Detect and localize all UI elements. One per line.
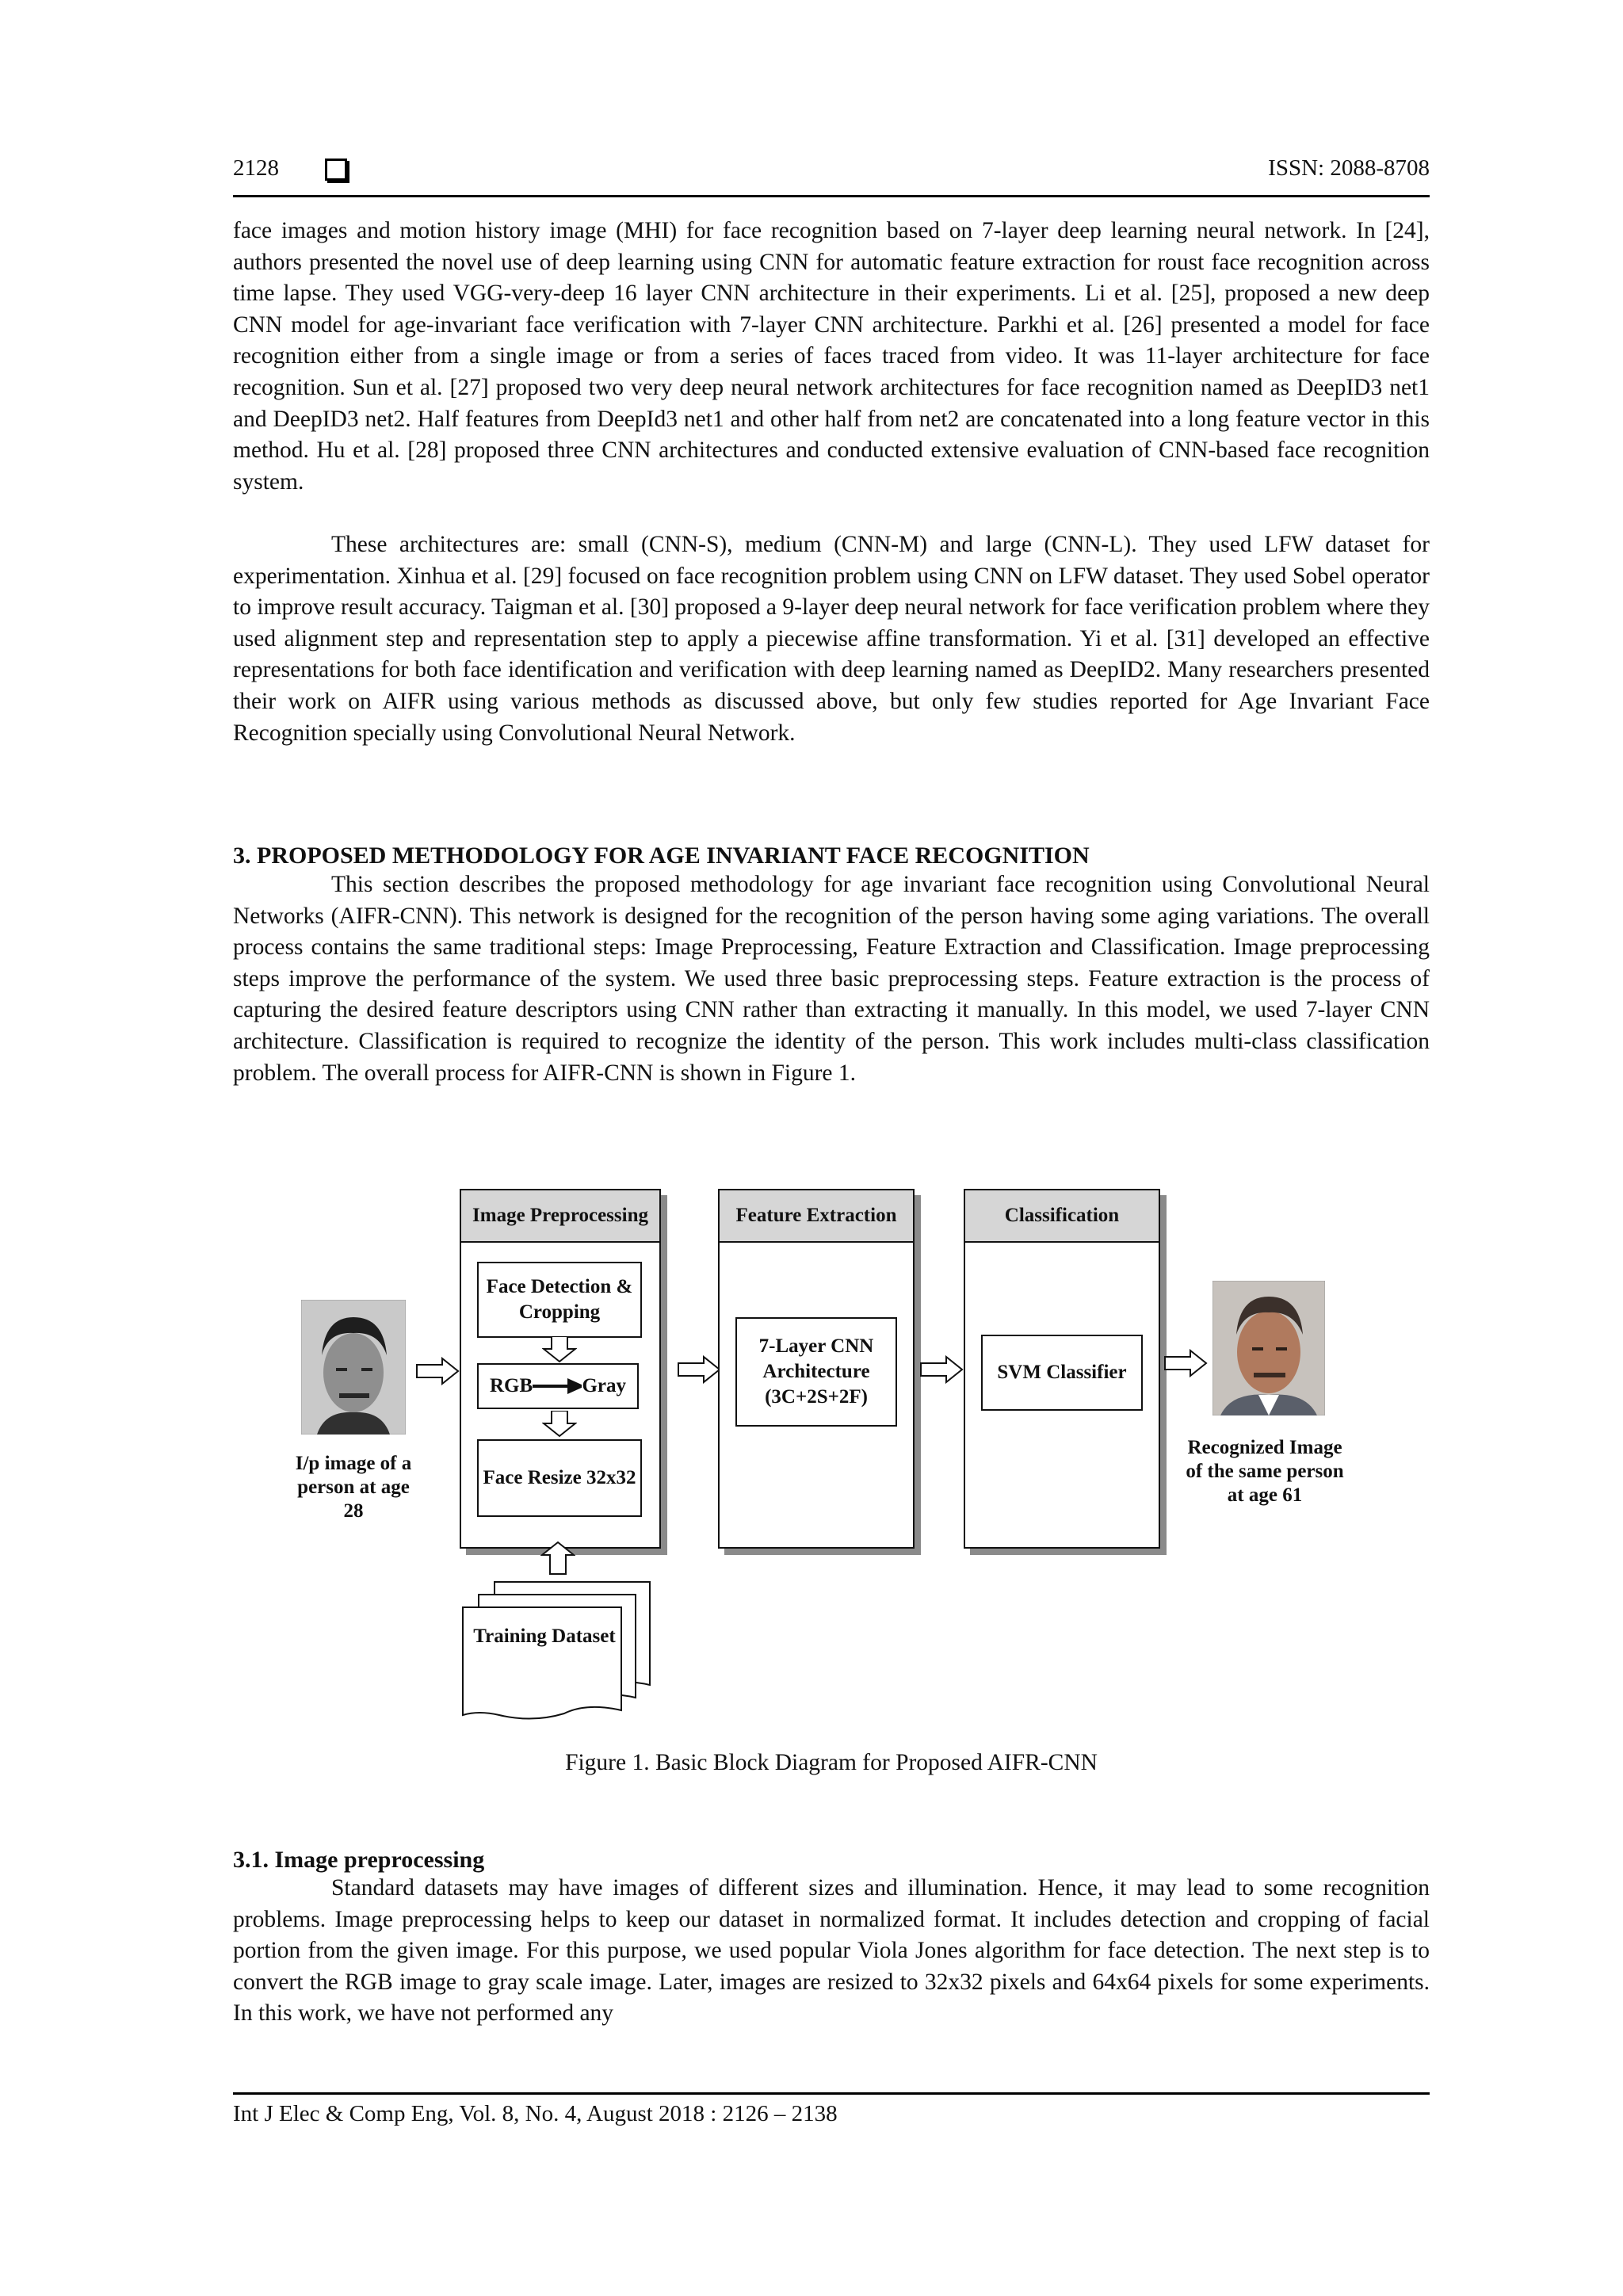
paragraph-4: Standard datasets may have images of different sizes and illumination. Hence, it may lead to some recognition problems. Image preprocessing helps to keep our dataset in normalized format. It includes detection and cropping of facial portion from the given image. For this purpose, we used popular Viola Jones algorithm for face detection. The next step is to convert the RGB image to gray scale image. Later, images are resized to 32x32 pixels and 64x64 pixels for some experiments. In this work, we have not performed any xyxy=(233,1875,1430,2027)
figure-caption: Figure 1. Basic Block Diagram for Proposed AIFR-CNN xyxy=(565,1750,1098,1775)
preprocessing-title: Image Preprocessing xyxy=(461,1190,659,1243)
section-3-1-heading: 3.1. Image preprocessing xyxy=(233,1847,485,1873)
gray-label: Gray xyxy=(582,1375,626,1396)
square-bullet-icon xyxy=(325,159,347,181)
paragraph-1: face images and motion history image (MHI) for face recognition based on 7-layer deep learning neural network. In [24], authors presented the novel use of deep learning using CNN for automatic feature extraction for roust face recognition across time lapse. They used VGG-very-deep 16 layer CNN architecture in their experiments. Li et al. [25], proposed a new deep CNN model for age-invariant face verification with 7-layer CNN architecture. Parkhi et al. [26] presented a model for face recognition either from a single image or from a series of faces traced from video. It was 11-layer architecture for face recognition. Sun et al. [27] proposed two very deep neural network architectures for face recognition named as DeepID3 net1 and DeepID3 net2. Half features from DeepId3 net1 and other half from net2 are concatenated into a long feature vector in this method. Hu et al. [28] proposed three CNN architectures and conducted extensive evaluation of CNN-based face recognition system. xyxy=(233,218,1430,495)
face-resize-box: Face Resize 32x32 xyxy=(477,1439,642,1517)
output-face-photo xyxy=(1212,1281,1325,1415)
output-label: Recognized Image of the same person at age 61 xyxy=(1186,1437,1344,1506)
training-dataset-icon xyxy=(460,1579,658,1720)
feature-extraction-box xyxy=(718,1189,915,1549)
arrow-right-icon xyxy=(415,1357,460,1385)
paragraph-2: These architectures are: small (CNN-S), medium (CNN-M) and large (CNN-L). They used LFW dataset for experimentation. Xinhua et al. [29] focused on face recognition problem using CNN on LFW dataset. They used Sobel operator to improve result accuracy. Taigman et al. [30] proposed a 9-layer deep neural network for face verification problem where they used alignment step and representation step to apply a piecewise affine transformation. Yi et al. [31] developed an effective representations for both face identification and verification with deep learning named as DeepID2. Many researchers presented their work on AIFR using various methods as discussed above, but only few studies reported for Age Invariant Face Recognition specially using Convolutional Neural Network. xyxy=(233,532,1430,746)
rgb-gray-box xyxy=(477,1363,639,1409)
issn: ISSN: 2088-8708 xyxy=(1268,155,1430,181)
paragraph-3: This section describes the proposed methodology for age invariant face recognition using Convolutional Neural Networks (AIFR-CNN). This network is designed for the recognition of the person having some aging variations. The overall process contains the same traditional steps: Image Preprocessing, Feature Extraction and Classification. Image preprocessing steps improve the performance of the system. We used three basic preprocessing steps. Feature extraction is the process of capturing the desired feature descriptors using CNN rather than extracting it manually. In this model, we used 7-layer CNN architecture. Classification is required to recognize the identity of the person. This work includes multi-class classification problem. The overall process for AIFR-CNN is shown in Figure 1. xyxy=(233,872,1430,1086)
face-detection-box: Face Detection & Cropping xyxy=(477,1262,642,1338)
arrow-right-icon xyxy=(1163,1349,1208,1377)
cnn-box: 7-Layer CNN Architecture (3C+2S+2F) xyxy=(735,1317,897,1427)
arrow-down-icon xyxy=(542,1336,577,1363)
page-footer: Int J Elec & Comp Eng, Vol. 8, No. 4, August 2018 : 2126 – 2138 xyxy=(233,2092,1430,2127)
training-dataset-label: Training Dataset xyxy=(473,1626,616,1647)
preprocessing-box xyxy=(460,1189,661,1549)
page-header xyxy=(233,155,1430,197)
feature-extraction-title: Feature Extraction xyxy=(720,1190,913,1243)
classification-box xyxy=(964,1189,1160,1549)
svm-box: SVM Classifier xyxy=(981,1335,1143,1411)
page-number: 2128 xyxy=(233,155,279,181)
arrow-down-icon xyxy=(542,1411,577,1438)
arrow-right-icon xyxy=(677,1355,721,1384)
input-label: I/p image of a person at age 28 xyxy=(295,1453,412,1522)
arrow-up-icon xyxy=(540,1541,575,1576)
classification-title: Classification xyxy=(965,1190,1159,1243)
input-face-photo xyxy=(301,1300,406,1435)
arrow-right-icon xyxy=(919,1355,964,1384)
arrow-right-solid-icon xyxy=(533,1378,582,1394)
rgb-label: RGB xyxy=(490,1375,533,1396)
section-3-heading: 3. PROPOSED METHODOLOGY FOR AGE INVARIANT FACE RECOGNITION xyxy=(233,842,1090,869)
